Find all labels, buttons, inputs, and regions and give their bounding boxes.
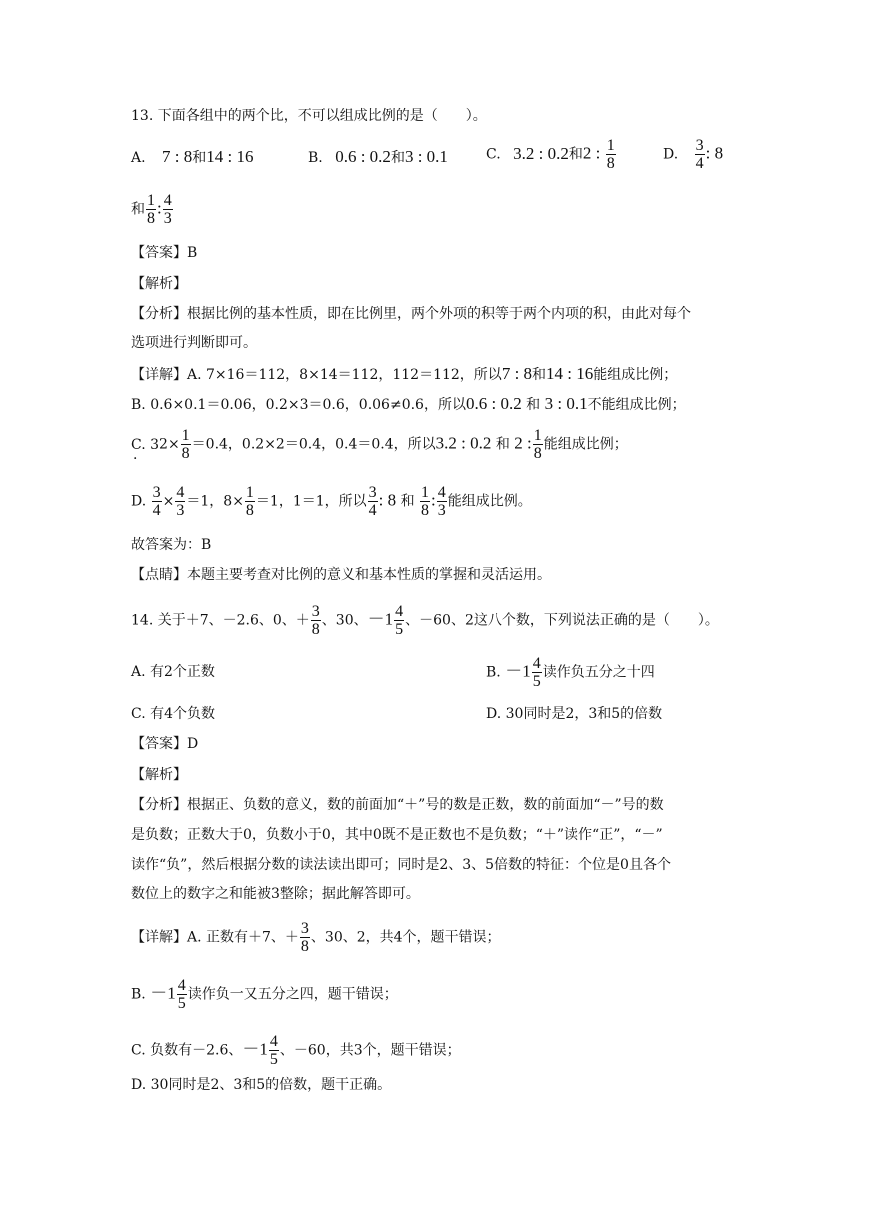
q13-opt-d-colon8: : 8 (705, 143, 724, 163)
fraction-one-eighth: $\frac{1}{8}$ (421, 484, 430, 519)
q13-opt-c (486, 137, 617, 172)
q13-opt-b-ratio1: 0.6 : 0.2 (335, 147, 391, 166)
q14-stem: 14. 关于＋7、－2.6、0、＋ $\frac{3}{8}$ 、30、－1 $\frac{4}{5}$ 、－60、2这八个数，下列说法正确的是（ ）。 (131, 603, 719, 638)
q13-opt-c-ratio1: 3.2 : 0.2 (513, 143, 569, 163)
fraction-four-fifths: $\frac{4}{5}$ (177, 977, 186, 1012)
fraction-three-quarters: $\frac{3}{4}$ (368, 484, 377, 519)
q14-fenxi-2: 是负数；正数大于0，负数小于0，其中0既不是正数也不是负数；“＋”读作“正”，“－” (131, 827, 663, 843)
q13-detail-a: 【详解】A. 7×16＝112，8×14＝112，112＝112，所以7 : 8和14 : 16能组成比例； (131, 364, 678, 383)
q14-fenxi-3: 读作“负”，然后根据分数的读法读出即可；同时是2、3、5倍数的特征：个位是0且各个 (131, 857, 671, 873)
q14-opt-b: B. －1 $\frac{4}{5}$ 读作负五分之十四 (486, 655, 655, 690)
colon: : (157, 198, 162, 218)
q13-options (131, 137, 724, 172)
q13-detail-b: B. 0.6×0.1＝0.06，0.2×3＝0.6，0.06≠0.6，所以0.6 : 0.2 和 3 : 0.1不能组成比例； (131, 394, 686, 413)
q14-fenxi-1: 【分析】根据正、负数的意义，数的前面加“＋”号的数是正数，数的前面加“－”号的数 (131, 797, 664, 813)
q13-opt-a-ratio1: 7 : 8 (162, 147, 193, 166)
q13-opt-c-ratio2: 2 : (582, 143, 601, 163)
q13-detail-d: D. $\frac{3}{4}$ × $\frac{4}{3}$ ＝1，8× $\frac{1}{8}$ ＝1，1＝1，所以 $\frac{3}{4}$ : 8 和 $\frac{1}{8}$ : $\frac{4}{3}$ 能组成比例。 (131, 484, 532, 519)
q14-detail-d: D. 30同时是2、3和5的倍数，题干正确。 (131, 1077, 392, 1093)
q13-opt-d-label: D. (663, 146, 679, 163)
q13-opt-c-label: C. (486, 146, 501, 163)
fraction-three-quarters: $\frac{3}{4}$ (152, 484, 161, 519)
q13-opt-b-label: B. (308, 150, 323, 166)
fraction-one-eighth: $\frac{1}{8}$ (181, 427, 190, 462)
q14-detail-a: 【详解】A. 正数有＋7、＋ $\frac{3}{8}$ 、30、2，共4个，题干错误； (131, 920, 501, 955)
fraction-three-eighths: $\frac{3}{8}$ (300, 920, 309, 955)
fraction-three-eighths: $\frac{3}{8}$ (311, 603, 320, 638)
q13-opt-b (308, 147, 448, 168)
q13-jiexi: 【解析】 (131, 276, 187, 292)
fraction-four-thirds: $\frac{4}{3}$ (163, 192, 172, 227)
q13-opt-b-ratio2: 3 : 0.1 (404, 147, 448, 166)
q13-and: 和 (192, 150, 207, 166)
q14-answer: 【答案】D (131, 736, 199, 752)
q13-opt-d (663, 137, 723, 172)
q13-and-b: 和 (390, 150, 405, 166)
fraction-one-eighth: $\frac{1}{8}$ (533, 427, 542, 462)
fraction-one-eighth: $\frac{1}{8}$ (147, 192, 155, 227)
q14-opt-c: C. 有4个负数 (131, 706, 216, 722)
q13-detail-c: C. 3 ·2× $\frac{1}{8}$ ＝0.4，0.2×2＝0.4，0.4＝0.4，所以3.2 : 0.2 和 2 : $\frac{1}{8}$ 能组成比例； (131, 427, 628, 462)
q14-jiexi: 【解析】 (131, 767, 187, 783)
q13-dianjing: 【点睛】本题主要考查对比例的意义和基本性质的掌握和灵活运用。 (131, 567, 551, 583)
q13-and-c: 和 (568, 146, 583, 163)
q13-and-d: 和 (131, 201, 145, 218)
q14-opt-a: A. 有2个正数 (131, 664, 215, 680)
q14-detail-b: B. －1 $\frac{4}{5}$ 读作负一又五分之四，题干错误； (131, 977, 398, 1012)
q13-opt-a-ratio2: 14 : 16 (206, 147, 254, 166)
q13-opt-d-cont (131, 192, 174, 227)
q13-final: 故答案为：B (131, 537, 212, 553)
q13-fenxi-1: 【分析】根据比例的基本性质，即在比例里，两个外项的积等于两个内项的积，由此对每个 (131, 306, 691, 322)
fraction-one-eighth: $\frac{1}{8}$ (245, 484, 254, 519)
fraction-four-thirds: $\frac{4}{3}$ (176, 484, 185, 519)
fraction-one-eighth: $\frac{1}{8}$ (606, 137, 615, 172)
q14-opt-d: D. 30同时是2，3和5的倍数 (486, 706, 663, 722)
q13-stem: 13. 下面各组中的两个比，不可以组成比例的是（ ）。 (131, 108, 487, 124)
fraction-three-quarters: $\frac{3}{4}$ (695, 137, 704, 172)
fraction-four-fifths: $\frac{4}{5}$ (532, 655, 541, 690)
q14-detail-c: C. 负数有－2.6、－1 $\frac{4}{5}$ 、－60，共3个，题干错误； (131, 1033, 461, 1068)
q14-fenxi-4: 数位上的数字之和能被3整除；据此解答即可。 (131, 886, 420, 902)
q13-answer: 【答案】B (131, 245, 198, 261)
fraction-four-fifths: $\frac{4}{5}$ (395, 603, 404, 638)
fraction-four-thirds: $\frac{4}{3}$ (437, 484, 446, 519)
q13-fenxi-2: 选项进行判断即可。 (131, 335, 257, 351)
fraction-four-fifths: $\frac{4}{5}$ (269, 1033, 278, 1068)
q13-opt-a-label: A. (131, 150, 146, 166)
